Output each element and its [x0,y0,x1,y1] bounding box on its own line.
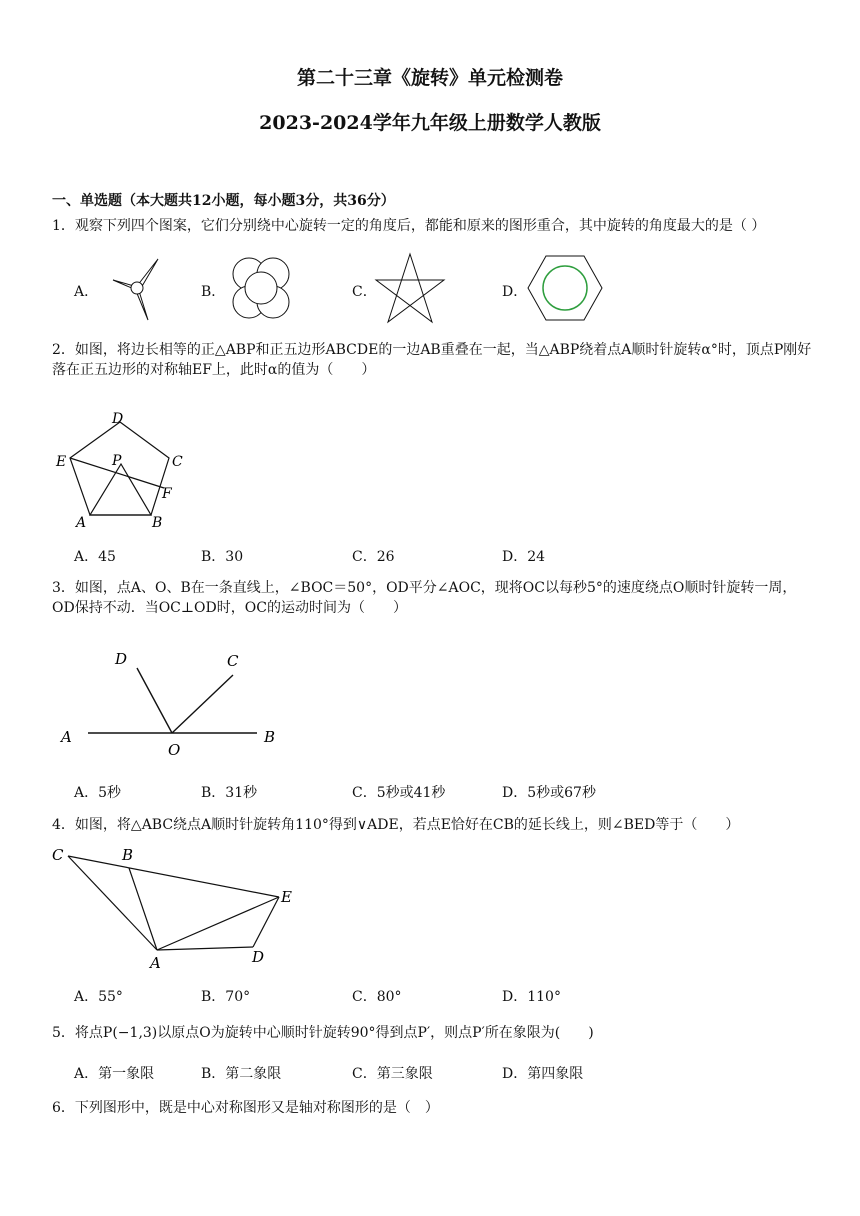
question-number: 1． [52,218,75,234]
label-c: C [52,846,64,864]
q5-option-a: A．第一象限 [74,1066,155,1082]
q5-option-d: D．第四象限 [502,1066,584,1082]
question-1 [52,216,812,236]
q3-option-c: C．5秒或41秒 [352,785,446,801]
q3-option-b: B．31秒 [201,785,258,801]
label-b: B [264,728,276,746]
q3-option-a: A．5秒 [74,785,122,801]
four-circle-flower-icon [226,254,296,324]
label-b: B [152,515,163,531]
question-number: 4． [52,817,75,833]
option-b-label: B． [201,284,226,300]
q2-option-d: D．24 [502,549,546,565]
question-3 [52,578,812,618]
label-a: A [150,954,161,972]
question-5 [52,1023,812,1043]
three-blade-propeller-icon [110,256,162,322]
question-number: 5． [52,1025,75,1041]
question-2 [52,340,812,380]
label-d: D [252,948,265,966]
q2-option-a: A．45 [74,549,116,565]
q4-option-d: D．110° [502,989,561,1005]
rotation-triangle-figure [52,842,302,970]
label-b: B [122,846,134,864]
label-d: D [115,650,128,668]
question-number: 2． [52,342,75,358]
pentagram-icon [375,250,445,326]
angle-figure [52,644,292,764]
q4-option-b: B．70° [201,989,251,1005]
label-p: P [112,453,122,469]
question-text: 观察下列四个图案，它们分别绕中心旋转一定的角度后，都能和原来的图形重合，其中旋转的角度最大的是（ ） [74,218,766,234]
option-a-label: A． [74,284,99,300]
option-c-label: C． [352,284,377,300]
pentagon-triangle-figure [52,408,192,532]
label-a: A [61,728,72,746]
label-d: D [112,411,124,427]
label-c: C [172,454,183,470]
inner-circle [543,266,587,310]
q4-option-c: C．80° [352,989,402,1005]
page-subtitle: 2023-2024学年九年级上册数学人教版 [259,112,601,134]
question-4 [52,815,812,835]
q4-option-a: A．55° [74,989,123,1005]
q5-option-c: C．第三象限 [352,1066,433,1082]
question-number: 3． [52,580,75,596]
label-a: A [76,515,87,531]
question-text: 如图，将边长相等的正△ABP和正五边形ABCDE的一边AB重叠在一起，当△ABP绕着点A顺时针旋转α°时，顶点P刚好落在正五边形的对称轴EF上，此时α的值为（ ） [52,342,812,378]
page-title: 第二十三章《旋转》单元检测卷 [296,67,563,89]
question-6 [52,1098,812,1118]
label-e: E [56,454,67,470]
question-text: 如图，点A、O、B在一条直线上，∠BOC＝50°，OD平分∠AOC，现将OC以每秒5°的速度绕点O顺时针旋转一周，OD保持不动．当OC⊥OD时，OC的运动时间为（ ） [52,580,797,616]
option-d-label: D． [502,284,528,300]
question-text: 将点P(−1,3)以原点O为旋转中心顺时针旋转90°得到点P′，则点P′所在象限为( ) [74,1025,594,1041]
label-e: E [281,888,292,906]
question-text: 如图，将△ABC绕点A顺时针旋转角110°得到∨ADE，若点E恰好在CB的延长线上，则∠BED等于（ ） [74,817,740,833]
question-number: 6． [52,1100,75,1116]
question-text: 下列图形中，既是中心对称图形又是轴对称图形的是（ ） [74,1100,439,1116]
q2-option-b: B．30 [201,549,244,565]
q5-option-b: B．第二象限 [201,1066,282,1082]
label-f: F [162,486,172,502]
label-c: C [227,652,239,670]
label-o: O [168,741,181,759]
section-heading: 一、单选题（本大题共12小题，每小题3分，共36分） [52,193,395,209]
q2-option-c: C．26 [352,549,395,565]
q3-option-d: D．5秒或67秒 [502,785,596,801]
hexagon-with-circle-icon [527,254,603,322]
